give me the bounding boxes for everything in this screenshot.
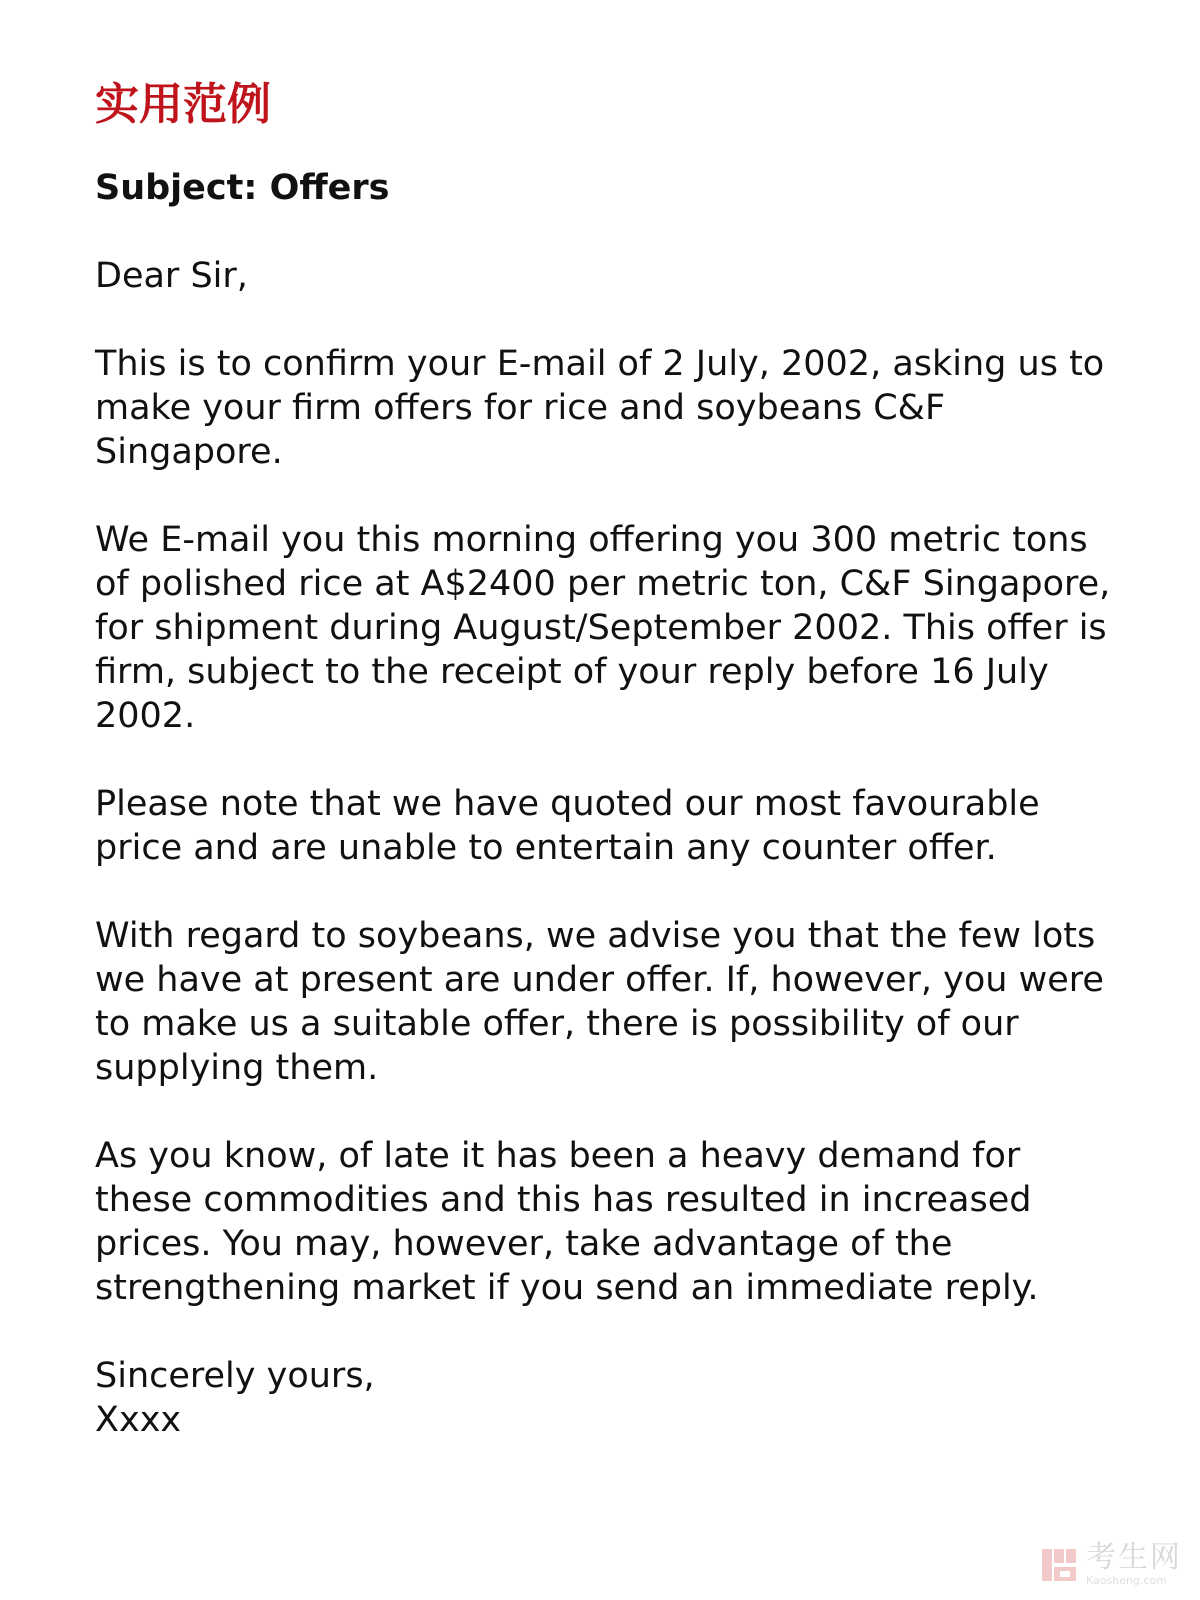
watermark-name: 考生网 <box>1086 1540 1182 1575</box>
watermark <box>1040 1540 1182 1587</box>
letter-subject: Subject: Offers <box>95 168 390 208</box>
letter-paragraph-3: Please note that we have quoted our most favourable price and are unable to entertain any counter offer. <box>95 784 1040 868</box>
letter-paragraph-4: With regard to soybeans, we advise you that the few lots we have at present are under offer. If, however, you were to make us a suitable offer, there is possibility of our supplying them. <box>95 916 1104 1088</box>
watermark-text <box>1086 1540 1182 1587</box>
letter-paragraph-1: This is to confirm your E-mail of 2 July, 2002, asking us to make your firm offers for rice and soybeans C&F Singapore. <box>95 344 1105 472</box>
letter-salutation: Dear Sir, <box>95 256 248 296</box>
letter-closing: Sincerely yours, <box>95 1356 375 1396</box>
watermark-domain: Kaosheng.com <box>1086 1574 1167 1587</box>
letter-paragraph-2: We E-mail you this morning offering you 300 metric tons of polished rice at A$2400 per metric ton, C&F Singapore, for shipment during August/September 2002. This offer is firm, subject to the receipt of your reply before 16 July 2002. <box>95 520 1111 736</box>
letter-signature: Xxxx <box>95 1400 182 1440</box>
letter-paragraph-5: As you know, of late it has been a heavy demand for these commodities and this has resulted in increased prices. You may, however, take advantage of the strengthening market if you send an immediate reply. <box>95 1136 1039 1308</box>
page-heading: 实用范例 <box>95 79 271 130</box>
kaosheng-logo-icon <box>1040 1545 1080 1585</box>
